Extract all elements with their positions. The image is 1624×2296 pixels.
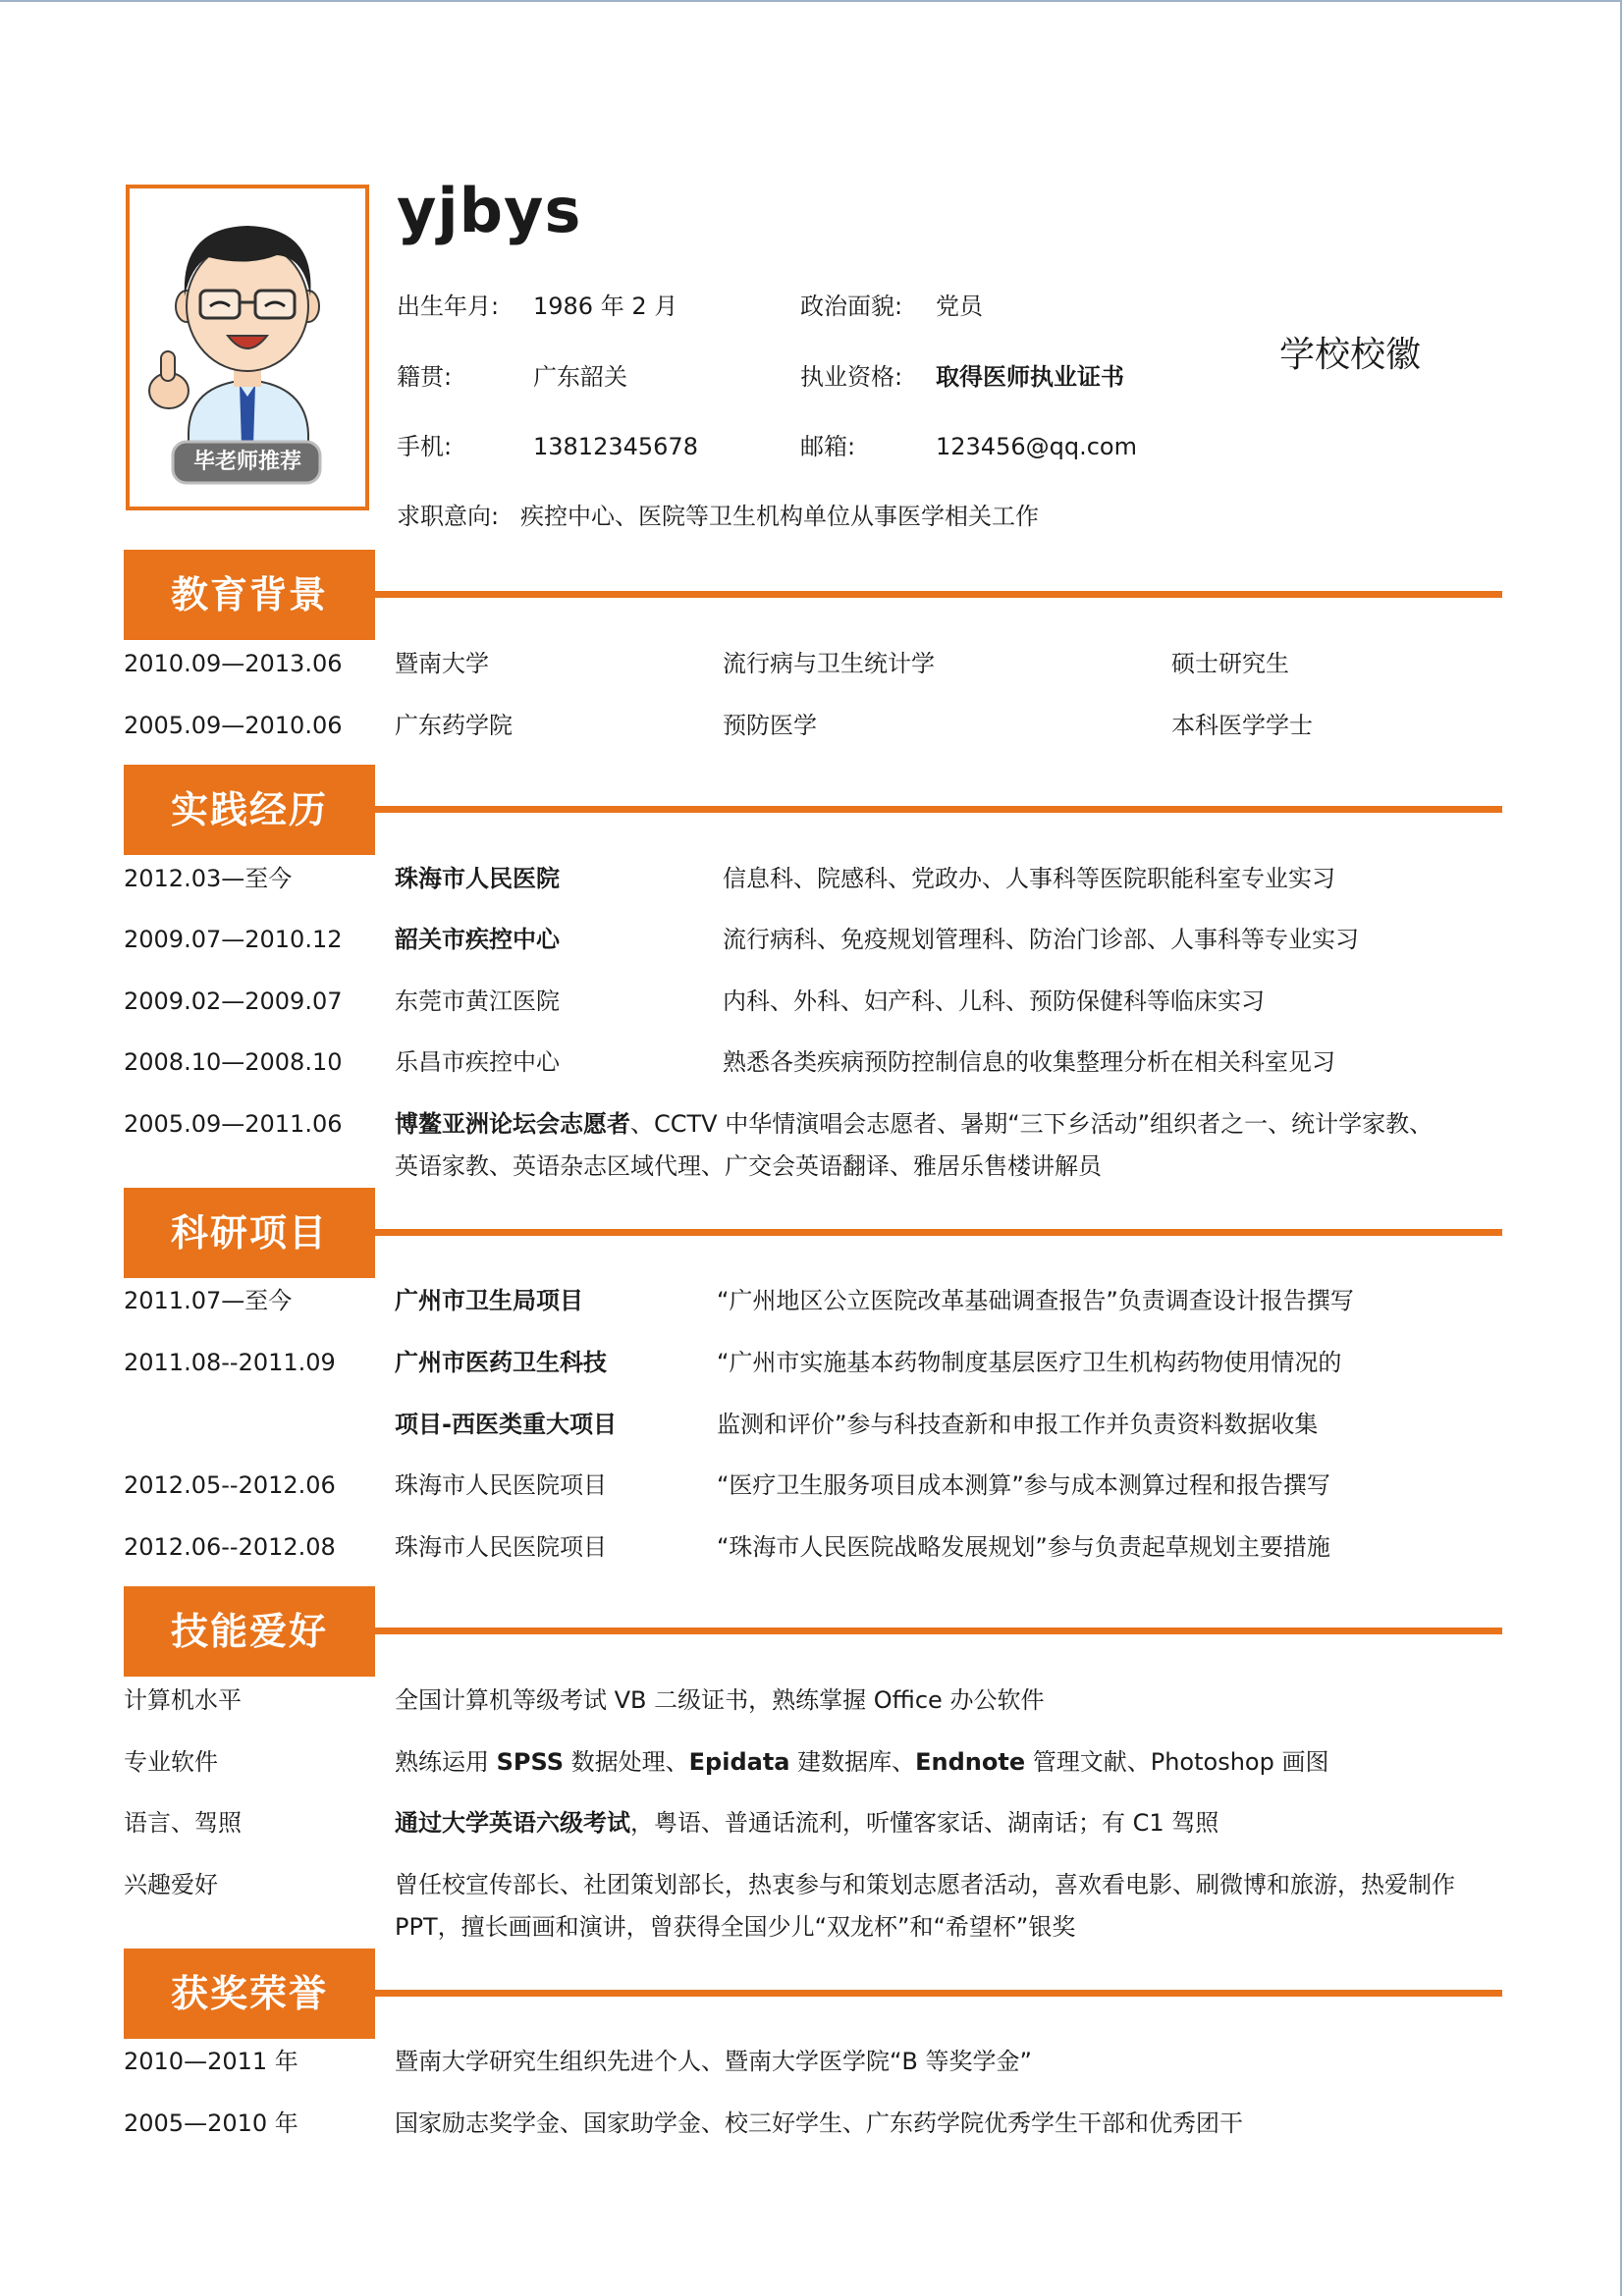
software-endnote: Endnote — [915, 1748, 1026, 1776]
skill-computer-value: 全国计算机等级考试 VB 二级证书，熟练掌握 Office 办公软件 — [395, 1686, 1045, 1714]
edu-major: 流行病与卫生统计学 — [723, 650, 935, 677]
section-education-title: 教育背景 — [124, 550, 375, 640]
volunteer-date: 2005.09—2011.06 — [124, 1110, 343, 1138]
practice-date: 2009.02—2009.07 — [124, 988, 343, 1015]
politics-label: 政治面貌: — [800, 293, 903, 320]
practice-org: 乐昌市疾控中心 — [395, 1048, 560, 1076]
practice-desc: 熟悉各类疾病预防控制信息的收集整理分析在相关科室见习 — [723, 1048, 1335, 1076]
practice-desc: 流行病科、免疫规划管理科、防治门诊部、人事科等专业实习 — [723, 926, 1359, 953]
license-value: 取得医师执业证书 — [936, 363, 1124, 391]
research-date: 2012.06--2012.08 — [124, 1533, 336, 1561]
section-practice-rule — [375, 806, 1502, 813]
skill-hobby-label: 兴趣爱好 — [124, 1871, 218, 1898]
email-label: 邮箱: — [800, 433, 856, 460]
skill-computer-label: 计算机水平 — [124, 1686, 242, 1714]
volunteer-line-1 — [395, 1108, 1433, 1140]
research-org: 珠海市人民医院项目 — [395, 1533, 607, 1561]
award-date: 2005—2010 年 — [124, 2109, 298, 2137]
software-text: 熟练运用 — [395, 1748, 497, 1776]
practice-date: 2009.07—2010.12 — [124, 926, 343, 953]
software-text: 管理文献、Photoshop 画图 — [1025, 1748, 1329, 1776]
skill-language-value — [395, 1807, 1218, 1839]
section-research-title: 科研项目 — [124, 1188, 375, 1278]
skill-software-label: 专业软件 — [124, 1748, 218, 1776]
phone-label: 手机: — [397, 433, 453, 460]
section-skills-title: 技能爱好 — [124, 1586, 375, 1677]
skill-software-value — [395, 1746, 1328, 1778]
section-practice-title: 实践经历 — [124, 765, 375, 855]
practice-desc: 信息科、院感科、党政办、人事科等医院职能科室专业实习 — [723, 865, 1335, 892]
skill-hobby-line-2: PPT，擅长画画和演讲，曾获得全国少儿“双龙杯”和“希望杯”银奖 — [395, 1913, 1076, 1941]
section-skills-rule — [375, 1628, 1502, 1634]
school-emblem: 学校校徽 — [1279, 335, 1422, 375]
software-epidata: Epidata — [688, 1748, 790, 1776]
language-highlight: 通过大学英语六级考试 — [395, 1809, 630, 1837]
phone-value: 13812345678 — [533, 433, 698, 460]
software-text: 数据处理、 — [564, 1748, 689, 1776]
origin-label: 籍贯: — [397, 363, 453, 391]
practice-date: 2012.03—至今 — [124, 865, 293, 892]
practice-desc: 内科、外科、妇产科、儿科、预防保健科等临床实习 — [723, 988, 1265, 1015]
practice-org: 东莞市黄江医院 — [395, 988, 560, 1015]
award-date: 2010—2011 年 — [124, 2048, 298, 2075]
research-desc: “医疗卫生服务项目成本测算”参与成本测算过程和报告撰写 — [717, 1471, 1330, 1499]
practice-org: 珠海市人民医院 — [395, 865, 560, 892]
edu-major: 预防医学 — [723, 712, 817, 739]
politics-value: 党员 — [936, 293, 983, 320]
research-desc: “广州市实施基本药物制度基层医疗卫生机构药物使用情况的 — [717, 1349, 1342, 1376]
intent-label: 求职意向: — [397, 503, 500, 530]
profile-photo — [126, 185, 369, 510]
license-label: 执业资格: — [800, 363, 903, 391]
edu-degree: 硕士研究生 — [1171, 650, 1289, 677]
intent-value: 疾控中心、医院等卫生机构单位从事医学相关工作 — [520, 503, 1039, 530]
software-spss: SPSS — [496, 1748, 565, 1776]
research-org: 珠海市人民医院项目 — [395, 1471, 607, 1499]
candidate-name: yjbys — [397, 175, 582, 246]
edu-degree: 本科医学学士 — [1171, 712, 1313, 739]
practice-date: 2008.10—2008.10 — [124, 1048, 343, 1076]
edu-school: 广东药学院 — [395, 712, 513, 739]
edu-date: 2005.09—2010.06 — [124, 712, 343, 739]
edu-date: 2010.09—2013.06 — [124, 650, 343, 677]
software-text: 建数据库、 — [789, 1748, 916, 1776]
section-awards-title: 获奖荣誉 — [124, 1949, 375, 2039]
email-value: 123456@qq.com — [936, 433, 1137, 460]
research-date: 2011.07—至今 — [124, 1287, 293, 1314]
edu-school: 暨南大学 — [395, 650, 489, 677]
volunteer-rest: 、CCTV 中华情演唱会志愿者、暑期“三下乡活动”组织者之一、统计学家教、 — [630, 1110, 1434, 1138]
research-date: 2012.05--2012.06 — [124, 1471, 336, 1499]
birth-label: 出生年月: — [397, 293, 500, 320]
section-research-rule — [375, 1229, 1502, 1236]
section-education-rule — [375, 591, 1502, 598]
origin-value: 广东韶关 — [533, 363, 627, 391]
skill-language-label: 语言、驾照 — [124, 1809, 242, 1837]
research-date: 2011.08--2011.09 — [124, 1349, 336, 1376]
photo-badge-text: 毕老师推荐 — [192, 450, 301, 474]
research-desc: 监测和评价”参与科技查新和申报工作并负责资料数据收集 — [717, 1411, 1319, 1438]
research-org: 项目-西医类重大项目 — [395, 1411, 617, 1438]
volunteer-highlight: 博鳌亚洲论坛会志愿者 — [395, 1110, 630, 1138]
award-desc: 暨南大学研究生组织先进个人、暨南大学医学院“B 等奖学金” — [395, 2048, 1032, 2075]
research-org: 广州市卫生局项目 — [395, 1287, 583, 1314]
research-desc: “广州地区公立医院改革基础调查报告”负责调查设计报告撰写 — [717, 1287, 1354, 1314]
research-desc: “珠海市人民医院战略发展规划”参与负责起草规划主要措施 — [717, 1533, 1330, 1561]
volunteer-line-2: 英语家教、英语杂志区域代理、广交会英语翻译、雅居乐售楼讲解员 — [395, 1152, 1102, 1180]
research-org: 广州市医药卫生科技 — [395, 1349, 607, 1376]
birth-value: 1986 年 2 月 — [533, 293, 678, 320]
section-awards-rule — [375, 1990, 1502, 1997]
skill-hobby-line-1: 曾任校宣传部长、社团策划部长，热衷参与和策划志愿者活动，喜欢看电影、刷微博和旅游，热爱制作 — [395, 1871, 1455, 1898]
practice-org: 韶关市疾控中心 — [395, 926, 560, 953]
language-rest: ，粤语、普通话流利，听懂客家话、湖南话；有 C1 驾照 — [630, 1809, 1219, 1837]
award-desc: 国家励志奖学金、国家助学金、校三好学生、广东药学院优秀学生干部和优秀团干 — [395, 2109, 1243, 2137]
